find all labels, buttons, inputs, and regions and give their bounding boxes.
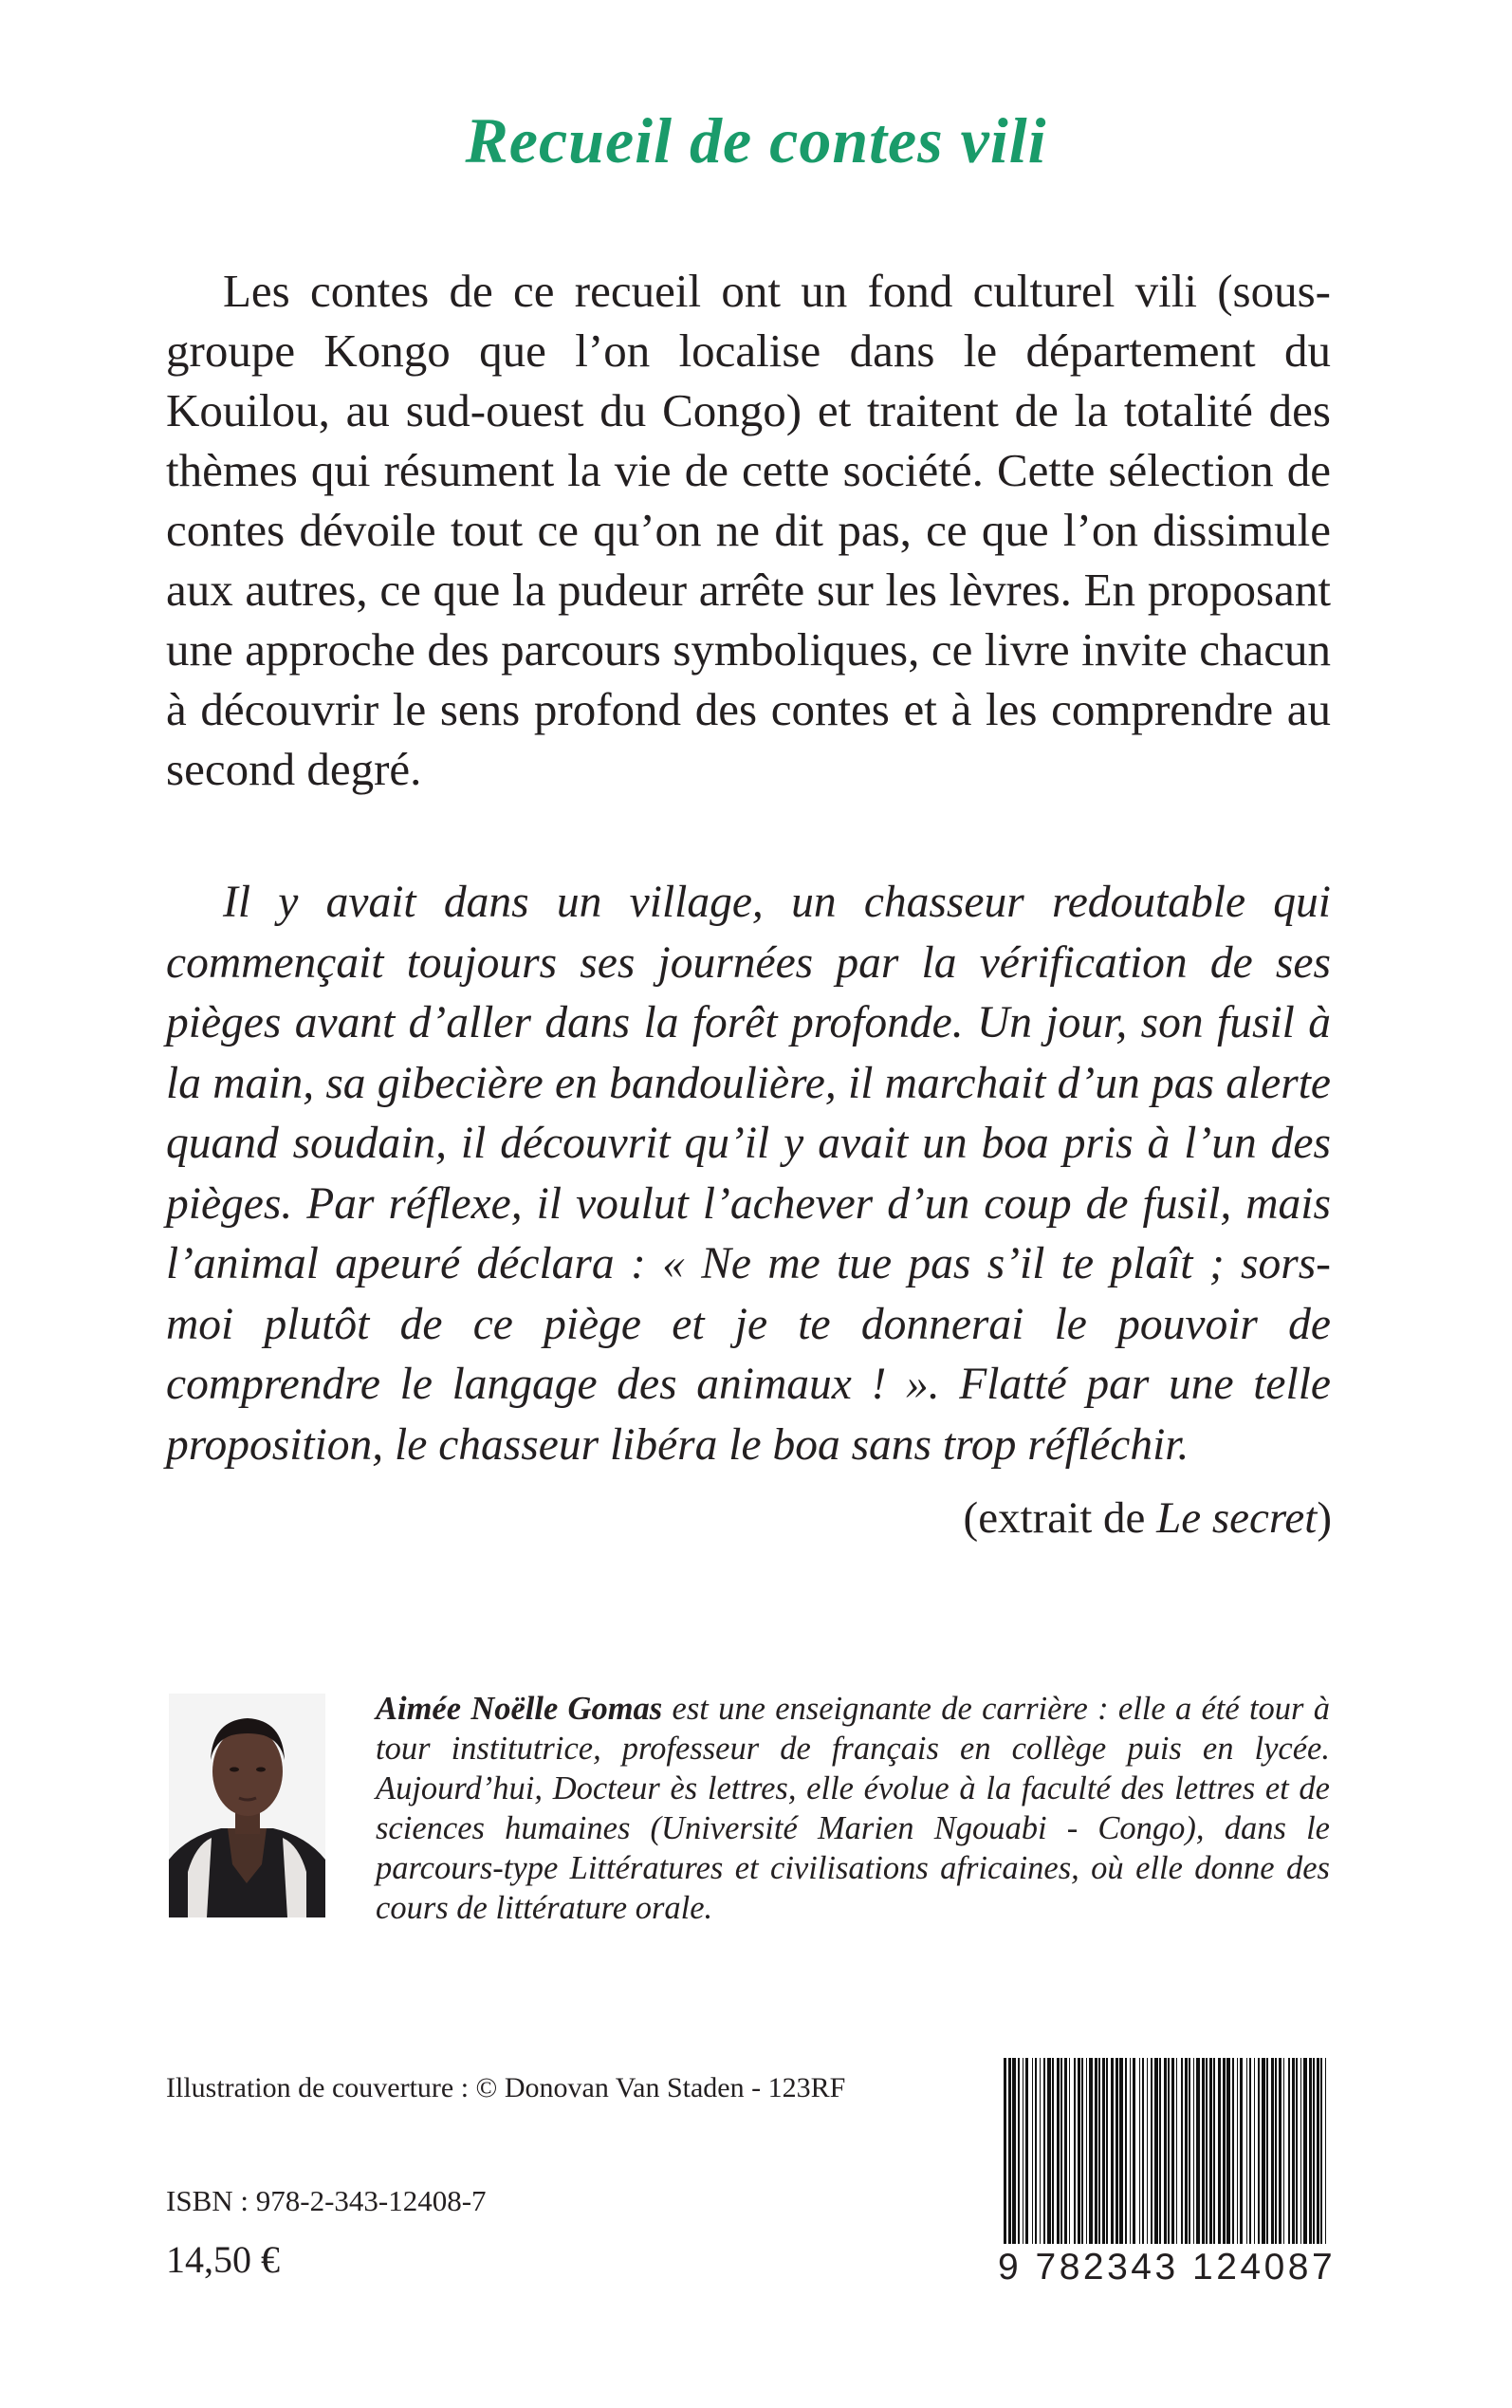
barcode-digits: 9 782343 124087 — [998, 2247, 1337, 2288]
barcode-bar — [1159, 2058, 1161, 2244]
barcode-bar — [1130, 2058, 1131, 2244]
barcode-bar — [1102, 2058, 1105, 2244]
barcode-bar — [1320, 2058, 1322, 2244]
barcode-bar — [1317, 2058, 1319, 2244]
author-photo — [169, 1694, 325, 1917]
price: 14,50 € — [166, 2238, 280, 2281]
barcode-bar — [1232, 2058, 1234, 2244]
barcode — [998, 2054, 1337, 2291]
barcode-bar — [1258, 2058, 1260, 2244]
barcode-bar — [1176, 2058, 1177, 2244]
barcode-bar — [1052, 2058, 1054, 2244]
barcode-bar — [1081, 2058, 1083, 2244]
barcode-bar — [1008, 2058, 1011, 2244]
book-title: Recueil de contes vili — [465, 104, 1047, 176]
barcode-bar — [1069, 2058, 1070, 2244]
barcode-bar — [1057, 2058, 1060, 2244]
barcode-bar — [1226, 2058, 1230, 2244]
author-bio — [376, 1689, 1330, 1928]
excerpt-source-prefix: (extrait de — [963, 1493, 1157, 1543]
barcode-bar — [1047, 2058, 1051, 2244]
barcode-bar — [1237, 2058, 1238, 2244]
barcode-bar — [1288, 2058, 1290, 2244]
barcode-bar — [1262, 2058, 1265, 2244]
barcode-bar — [1106, 2058, 1108, 2244]
barcode-bar — [1125, 2058, 1127, 2244]
barcode-bar — [1086, 2058, 1087, 2244]
barcode-bar — [1040, 2058, 1041, 2244]
barcode-bar — [1168, 2058, 1170, 2244]
author-name: Aimée Noëlle Gomas — [376, 1691, 663, 1727]
barcode-bar — [1300, 2058, 1301, 2244]
barcode-bar — [1254, 2058, 1255, 2244]
barcode-bar — [1151, 2058, 1152, 2244]
barcode-bar — [1111, 2058, 1114, 2244]
barcode-bar — [1133, 2058, 1135, 2244]
isbn: ISBN : 978-2-343-12408-7 — [166, 2184, 487, 2217]
barcode-bar — [1303, 2058, 1307, 2244]
excerpt-source-suffix: ) — [1317, 1493, 1332, 1543]
barcode-bar — [1193, 2058, 1194, 2244]
barcode-bar — [1098, 2058, 1100, 2244]
barcode-bar — [1240, 2058, 1243, 2244]
excerpt-source-work: Le secret — [1156, 1493, 1318, 1543]
book-excerpt: Il y avait dans un village, un chasseur redoutable qui commençait toujours ses journées par la vérification de ses pièges avant d’aller dans la forêt profonde. Un jour, son fusil à la main, sa gibecière en bandoulière, il marchait d’un pas alerte quand soudain, il découvrit qu’il y avait un boa pris à l’un des pièges. Par réflexe, il voulut l’achever d’un coup de fusil, mais l’animal apeuré déclara : « Ne me tue pas s’il te plaît ; sors-moi plutôt de ce piège et je te donnerai le pouvoir de comprendre le langage des animaux ! ». Flatté par une telle proposition, le chasseur libéra le boa sans trop réfléchir. — [166, 878, 1331, 1470]
barcode-bar — [1064, 2058, 1067, 2244]
barcode-bar — [1154, 2058, 1158, 2244]
cover-credit: Illustration de couverture : © Donovan Van Staden - 123RF — [166, 2072, 846, 2103]
barcode-bar — [1275, 2058, 1277, 2244]
barcode-bar — [1209, 2058, 1212, 2244]
barcode-bar — [1018, 2058, 1020, 2244]
barcode-bar — [1142, 2058, 1144, 2244]
barcode-bar — [1249, 2058, 1251, 2244]
barcode-bar — [1213, 2058, 1215, 2244]
barcode-bar — [1004, 2058, 1006, 2244]
barcode-bar — [1271, 2058, 1274, 2244]
barcode-bar — [1139, 2058, 1140, 2244]
barcode-bar — [1283, 2058, 1284, 2244]
barcode-bar — [1043, 2058, 1045, 2244]
barcode-bar — [1246, 2058, 1247, 2244]
barcode-bar — [1035, 2058, 1037, 2244]
barcode-bar — [1181, 2058, 1183, 2244]
barcode-bar — [1218, 2058, 1221, 2244]
barcode-bar — [1313, 2058, 1315, 2244]
barcode-bar — [1279, 2058, 1282, 2244]
barcode-bar — [1116, 2058, 1118, 2244]
book-summary: Les contes de ce recueil ont un fond culturel vili (sous-groupe Kongo que l’on localise dans le département du Kouilou, au sud-ouest du Congo) et traitent de la totalité des thèmes qui résument la vie de cette société. Cette sélection de contes dévoile tout ce qu’on ne dit pas, ce que l’on dissimule aux autres, ce que la pudeur arrête sur les lèvres. En proposant une approche des parcours symboliques, ce livre invite chacun à découvrir le sens profond des contes et à les comprendre au second degré. — [166, 265, 1331, 795]
barcode-bar — [1025, 2058, 1028, 2244]
barcode-bar — [1325, 2058, 1326, 2244]
author-portrait-illustration — [169, 1694, 325, 1917]
barcode-bar — [1202, 2058, 1205, 2244]
barcode-bar — [1266, 2058, 1268, 2244]
excerpt-source — [964, 1490, 1332, 1547]
barcode-bar — [1119, 2058, 1123, 2244]
barcode-bar — [1078, 2058, 1080, 2244]
barcode-bar — [1206, 2058, 1208, 2244]
barcode-bar — [1164, 2058, 1167, 2244]
barcode-bar — [1095, 2058, 1097, 2244]
barcode-bar — [1060, 2058, 1062, 2244]
barcode-bar — [1012, 2058, 1016, 2244]
barcode-bar — [1292, 2058, 1295, 2244]
barcode-bar — [1147, 2058, 1148, 2244]
barcode-bar — [1185, 2058, 1188, 2244]
barcode-bar — [1196, 2058, 1200, 2244]
barcode-bar — [1074, 2058, 1076, 2244]
barcode-bar — [1089, 2058, 1093, 2244]
barcode-bar — [1171, 2058, 1174, 2244]
barcode-bar — [1296, 2058, 1298, 2244]
barcode-bar — [1189, 2058, 1190, 2244]
barcode-bar — [1032, 2058, 1033, 2244]
barcode-bar — [1309, 2058, 1312, 2244]
author-bio-text: est une enseignante de carrière : elle a été tour à tour institutrice, professeur de français en collège puis en lycée. Aujourd’hui, Docteur ès lettres, elle évolue à la faculté des lettres et de sciences humaines (Université Marien Ngouabi - Congo), dans le parcours-type Littératures et civilisations africaines, où elle donne des cours de littérature orale. — [376, 1691, 1330, 1926]
barcode-bar — [1223, 2058, 1226, 2244]
